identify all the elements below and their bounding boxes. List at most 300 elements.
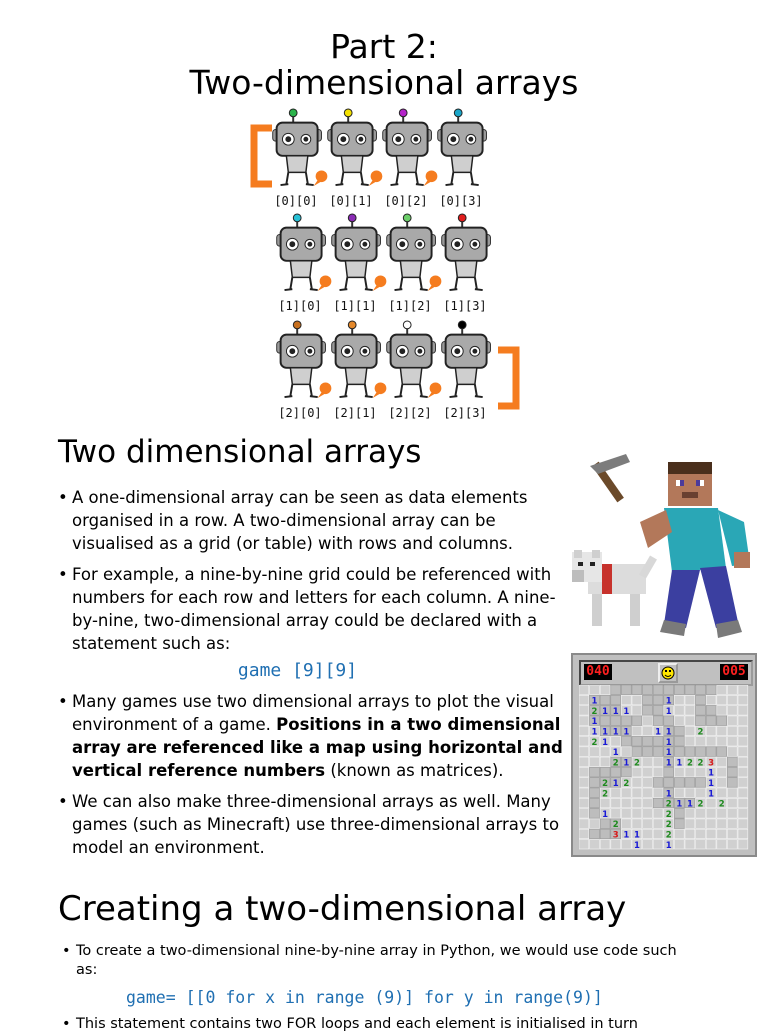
bullet-games-text-bold: Positions in a two dimensional array are referenced like a map using horizontal and vertical reference numbers <box>72 715 563 780</box>
minesweeper-cell[interactable] <box>600 757 610 767</box>
minesweeper-cell[interactable] <box>674 706 684 716</box>
minesweeper-number: 1 <box>612 748 619 759</box>
minesweeper-cell[interactable] <box>706 695 716 705</box>
minesweeper-cell[interactable] <box>696 840 706 850</box>
minesweeper-cell[interactable] <box>643 726 653 736</box>
minesweeper-cell[interactable] <box>674 767 684 777</box>
minesweeper-cell[interactable] <box>590 798 600 808</box>
minesweeper-cell[interactable] <box>727 767 737 777</box>
minesweeper-cell[interactable] <box>653 685 663 695</box>
minesweeper-cell[interactable] <box>717 809 727 819</box>
minesweeper-cell[interactable] <box>621 747 631 757</box>
minesweeper-cell[interactable] <box>653 819 663 829</box>
minesweeper-cell[interactable] <box>727 747 737 757</box>
minesweeper-cell[interactable] <box>685 778 695 788</box>
minesweeper-cell[interactable] <box>632 778 642 788</box>
minesweeper-cell[interactable] <box>717 685 727 695</box>
minesweeper-cell[interactable] <box>611 716 621 726</box>
minesweeper-cell[interactable] <box>674 747 684 757</box>
minesweeper-cell[interactable] <box>738 809 748 819</box>
minesweeper-cell[interactable] <box>738 840 748 850</box>
minesweeper-number: 1 <box>686 799 693 810</box>
minesweeper-cell[interactable] <box>590 767 600 777</box>
minesweeper-cell[interactable] <box>738 819 748 829</box>
minesweeper-cell[interactable] <box>600 747 610 757</box>
minesweeper-cell[interactable] <box>738 706 748 716</box>
minesweeper-cell[interactable] <box>706 726 716 736</box>
robot-icon <box>384 320 446 400</box>
minesweeper-cell[interactable] <box>706 809 716 819</box>
array-index-label: [1][0] <box>278 299 322 313</box>
minesweeper-cell[interactable] <box>717 747 727 757</box>
minesweeper-cell[interactable] <box>590 747 600 757</box>
minesweeper-cell[interactable] <box>653 829 663 839</box>
minesweeper-cell[interactable] <box>611 798 621 808</box>
minesweeper-cell[interactable] <box>653 747 663 757</box>
minesweeper-cell[interactable] <box>727 695 737 705</box>
minesweeper-cell[interactable] <box>643 829 653 839</box>
minesweeper-cell[interactable] <box>579 747 589 757</box>
minesweeper-cell[interactable] <box>653 778 663 788</box>
minesweeper-number: 1 <box>623 830 630 841</box>
minesweeper-cell[interactable] <box>738 757 748 767</box>
minesweeper-cell[interactable] <box>696 829 706 839</box>
minesweeper-cell[interactable] <box>600 685 610 695</box>
minesweeper-number: 1 <box>665 727 672 738</box>
minesweeper-number: 1 <box>676 799 683 810</box>
minesweeper-cell[interactable] <box>643 819 653 829</box>
minesweeper-cell[interactable] <box>643 757 653 767</box>
minesweeper-cell[interactable] <box>727 757 737 767</box>
minesweeper-cell[interactable] <box>738 695 748 705</box>
minesweeper-cell[interactable] <box>706 747 716 757</box>
array-index-label: [0][2] <box>384 194 428 208</box>
minesweeper-cell[interactable] <box>696 737 706 747</box>
minesweeper-cell[interactable] <box>611 767 621 777</box>
minesweeper-cell[interactable] <box>611 695 621 705</box>
minesweeper-cell[interactable] <box>579 829 589 839</box>
minesweeper-cell[interactable] <box>738 767 748 777</box>
minesweeper-cell[interactable] <box>674 829 684 839</box>
minesweeper-cell[interactable] <box>727 840 737 850</box>
minesweeper-cell[interactable] <box>611 685 621 695</box>
minesweeper-cell[interactable] <box>685 726 695 736</box>
minesweeper-cell[interactable] <box>579 716 589 726</box>
minesweeper-cell[interactable] <box>696 747 706 757</box>
minesweeper-number: 1 <box>665 696 672 707</box>
bullet-games-use <box>58 690 563 782</box>
minesweeper-cell[interactable] <box>643 706 653 716</box>
minesweeper-number: 1 <box>602 809 609 820</box>
minesweeper-cell[interactable] <box>738 716 748 726</box>
minesweeper-cell[interactable] <box>664 685 674 695</box>
minesweeper-cell[interactable] <box>738 778 748 788</box>
minesweeper-cell[interactable] <box>738 788 748 798</box>
minesweeper-cell[interactable] <box>685 809 695 819</box>
section-heading-two-dimensional: Two dimensional arrays <box>58 434 422 470</box>
minesweeper-cell[interactable] <box>674 726 684 736</box>
minesweeper-cell[interactable] <box>600 716 610 726</box>
minesweeper-number: 1 <box>623 706 630 717</box>
minesweeper-cell[interactable] <box>653 737 663 747</box>
minesweeper-cell[interactable] <box>685 767 695 777</box>
minesweeper-cell[interactable] <box>621 798 631 808</box>
minesweeper-number: 2 <box>602 779 609 789</box>
minesweeper-cell[interactable] <box>600 829 610 839</box>
minesweeper-number: 2 <box>623 779 630 789</box>
minesweeper-cell[interactable] <box>717 757 727 767</box>
minesweeper-number: 1 <box>633 830 640 841</box>
code-game-declaration: game [9][9] <box>237 660 358 681</box>
minesweeper-cell[interactable] <box>685 695 695 705</box>
minesweeper-cell[interactable] <box>653 706 663 716</box>
minesweeper-cell[interactable] <box>706 829 716 839</box>
slide-title-line2: Two-dimensional arrays <box>189 63 579 102</box>
minesweeper-number: 2 <box>697 799 704 810</box>
minesweeper-cell[interactable] <box>579 737 589 747</box>
minesweeper-cell[interactable] <box>685 747 695 757</box>
minesweeper-cell[interactable] <box>685 829 695 839</box>
minesweeper-cell[interactable] <box>717 829 727 839</box>
minesweeper-number: 2 <box>665 820 672 831</box>
minesweeper-cell[interactable] <box>590 757 600 767</box>
minesweeper-cell[interactable] <box>600 819 610 829</box>
minesweeper-cell[interactable] <box>738 726 748 736</box>
minesweeper-cell[interactable] <box>674 695 684 705</box>
minesweeper-cell[interactable] <box>727 809 737 819</box>
minesweeper-number: 2 <box>697 727 704 738</box>
timer-counter: 005 <box>720 664 748 680</box>
minesweeper-cell[interactable] <box>621 809 631 819</box>
minesweeper-cell[interactable] <box>653 695 663 705</box>
minesweeper-cell[interactable] <box>685 737 695 747</box>
minesweeper-cell[interactable] <box>643 716 653 726</box>
minesweeper-number: 1 <box>602 727 609 738</box>
robot-icon <box>274 213 336 293</box>
minesweeper-cell[interactable] <box>706 798 716 808</box>
minesweeper-cell[interactable] <box>590 685 600 695</box>
minesweeper-cell[interactable] <box>643 840 653 850</box>
minesweeper-cell[interactable] <box>685 840 695 850</box>
minesweeper-number: 2 <box>591 706 598 717</box>
minesweeper-number: 1 <box>602 706 609 717</box>
bullet-three-dimensional: • We can also make three-dimensional arrays as well. Many games (such as Minecraft) use three-dimensional arrays to model an environment. <box>58 790 563 859</box>
minesweeper-cell[interactable] <box>579 788 589 798</box>
minesweeper-cell[interactable] <box>738 685 748 695</box>
minesweeper-number: 1 <box>623 758 630 769</box>
minesweeper-cell[interactable] <box>706 706 716 716</box>
minesweeper-cell[interactable] <box>579 809 589 819</box>
minesweeper-cell[interactable] <box>717 778 727 788</box>
minesweeper-number: 1 <box>665 840 672 851</box>
minesweeper-cell[interactable] <box>717 767 727 777</box>
minesweeper-number: 1 <box>665 758 672 769</box>
minesweeper-cell[interactable] <box>621 716 631 726</box>
minesweeper-cell[interactable] <box>706 685 716 695</box>
robot-icon <box>329 213 391 293</box>
minesweeper-cell[interactable] <box>643 788 653 798</box>
minesweeper-number: 2 <box>665 809 672 820</box>
smiley-icon <box>660 665 676 681</box>
minesweeper-cell[interactable] <box>696 767 706 777</box>
minesweeper-cell[interactable] <box>727 726 737 736</box>
minesweeper-cell[interactable] <box>664 716 674 726</box>
minesweeper-number: 2 <box>612 820 619 831</box>
robot-icon <box>325 108 387 188</box>
minesweeper-cell[interactable] <box>590 788 600 798</box>
slide-title-line1: Part 2: <box>330 27 438 66</box>
mines-counter: 040 <box>584 664 612 680</box>
minesweeper-window <box>571 653 757 857</box>
minesweeper-number: 1 <box>676 758 683 769</box>
robot-icon <box>439 213 501 293</box>
bullet-list-creating <box>62 942 702 1034</box>
minesweeper-number: 1 <box>602 737 609 748</box>
minesweeper-cell[interactable] <box>579 819 589 829</box>
minesweeper-cell[interactable] <box>632 716 642 726</box>
minesweeper-cell[interactable] <box>727 778 737 788</box>
minesweeper-cell[interactable] <box>674 819 684 829</box>
minesweeper-cell[interactable] <box>696 809 706 819</box>
minesweeper-cell[interactable] <box>674 685 684 695</box>
robot-icon <box>439 320 501 400</box>
minesweeper-grid[interactable] <box>579 685 749 851</box>
minesweeper-cell[interactable] <box>632 726 642 736</box>
minesweeper-number: 2 <box>633 758 640 769</box>
minesweeper-cell[interactable] <box>621 788 631 798</box>
minesweeper-cell[interactable] <box>632 809 642 819</box>
array-index-label: [1][2] <box>388 299 432 313</box>
minesweeper-number: 1 <box>665 789 672 800</box>
minesweeper-cell[interactable] <box>632 788 642 798</box>
minesweeper-cell[interactable] <box>632 706 642 716</box>
minesweeper-number: 1 <box>612 727 619 738</box>
minesweeper-cell[interactable] <box>579 840 589 850</box>
minesweeper-cell[interactable] <box>717 695 727 705</box>
minesweeper-cell[interactable] <box>738 798 748 808</box>
robot-icon <box>329 320 391 400</box>
minesweeper-cell[interactable] <box>685 685 695 695</box>
minesweeper-cell[interactable] <box>674 788 684 798</box>
section-heading-creating: Creating a two-dimensional array <box>58 889 627 929</box>
minesweeper-cell[interactable] <box>727 706 737 716</box>
minesweeper-number: 1 <box>591 717 598 728</box>
minesweeper-cell[interactable] <box>685 819 695 829</box>
minesweeper-cell[interactable] <box>738 747 748 757</box>
minesweeper-cell[interactable] <box>632 747 642 757</box>
minesweeper-cell[interactable] <box>600 767 610 777</box>
minesweeper-number: 1 <box>591 727 598 738</box>
minesweeper-cell[interactable] <box>579 767 589 777</box>
array-index-label: [1][1] <box>333 299 377 313</box>
minesweeper-cell[interactable] <box>621 737 631 747</box>
minesweeper-cell[interactable] <box>727 829 737 839</box>
minesweeper-number: 3 <box>612 830 619 841</box>
open-bracket-icon <box>248 124 274 188</box>
minesweeper-cell[interactable] <box>579 706 589 716</box>
robot-icon <box>435 108 497 188</box>
minesweeper-cell[interactable] <box>727 685 737 695</box>
robot-icon <box>274 320 336 400</box>
robot-icon <box>384 213 446 293</box>
minesweeper-cell[interactable] <box>621 695 631 705</box>
minesweeper-cell[interactable] <box>590 840 600 850</box>
minesweeper-cell[interactable] <box>696 706 706 716</box>
minesweeper-cell[interactable] <box>738 829 748 839</box>
minesweeper-cell[interactable] <box>632 737 642 747</box>
minesweeper-cell[interactable] <box>611 809 621 819</box>
bullet-for-loops: • This statement contains two FOR loops and each element is initialised in turn <box>62 1015 702 1034</box>
minesweeper-cell[interactable] <box>706 819 716 829</box>
minesweeper-cell[interactable] <box>685 788 695 798</box>
minesweeper-cell[interactable] <box>696 819 706 829</box>
minesweeper-cell[interactable] <box>717 840 727 850</box>
minesweeper-cell[interactable] <box>643 747 653 757</box>
minesweeper-cell[interactable] <box>579 778 589 788</box>
minesweeper-cell[interactable] <box>643 809 653 819</box>
minesweeper-number: 1 <box>655 727 662 738</box>
bullet-one-dimensional: • A one-dimensional array can be seen as data elements organised in a row. A two-dimensional array can be visualised as a grid (or table) with rows and columns. <box>58 486 563 555</box>
minesweeper-cell[interactable] <box>590 778 600 788</box>
bullet-create-array-text: To create a two-dimensional nine-by-nine array in Python, we would use code such as: <box>76 943 677 978</box>
minesweeper-cell[interactable] <box>643 685 653 695</box>
minesweeper-cell[interactable] <box>727 798 737 808</box>
minesweeper-cell[interactable] <box>653 840 663 850</box>
minesweeper-cell[interactable] <box>632 695 642 705</box>
minesweeper-cell[interactable] <box>674 840 684 850</box>
minesweeper-number: 2 <box>665 830 672 841</box>
minesweeper-cell[interactable] <box>727 737 737 747</box>
minesweeper-cell[interactable] <box>685 716 695 726</box>
minesweeper-cell[interactable] <box>600 840 610 850</box>
code-python-array: game= [[0 for x in range (9)] for y in range(9)] <box>126 988 603 1007</box>
minesweeper-cell[interactable] <box>685 706 695 716</box>
minesweeper-cell[interactable] <box>579 757 589 767</box>
minesweeper-cell[interactable] <box>653 788 663 798</box>
minesweeper-cell[interactable] <box>600 798 610 808</box>
minesweeper-cell[interactable] <box>696 685 706 695</box>
minesweeper-number: 3 <box>708 758 715 769</box>
minesweeper-cell[interactable] <box>621 840 631 850</box>
minesweeper-cell[interactable] <box>611 840 621 850</box>
minesweeper-cell[interactable] <box>664 778 674 788</box>
minesweeper-cell[interactable] <box>717 706 727 716</box>
minesweeper-cell[interactable] <box>632 819 642 829</box>
minesweeper-number: 1 <box>591 696 598 707</box>
minesweeper-cell[interactable] <box>643 798 653 808</box>
minesweeper-cell[interactable] <box>717 819 727 829</box>
bullet-nine-by-nine-text: For example, a nine-by-nine grid could be referenced with numbers for each row and letters for each column. A nine-by-nine, two-dimensional array could be declared with a statement such as: <box>72 565 556 653</box>
close-bracket-icon <box>496 346 522 410</box>
minesweeper-cell[interactable] <box>611 788 621 798</box>
minesweeper-cell[interactable] <box>653 757 663 767</box>
minesweeper-cell[interactable] <box>674 716 684 726</box>
minesweeper-cell[interactable] <box>579 798 589 808</box>
minesweeper-cell[interactable] <box>621 819 631 829</box>
minesweeper-number: 2 <box>665 799 672 810</box>
minesweeper-number: 2 <box>718 799 725 810</box>
minesweeper-cell[interactable] <box>579 695 589 705</box>
array-index-label: [2][3] <box>443 406 487 420</box>
minesweeper-number: 1 <box>623 727 630 738</box>
minesweeper-cell[interactable] <box>653 767 663 777</box>
minesweeper-cell[interactable] <box>674 809 684 819</box>
minesweeper-cell[interactable] <box>632 685 642 695</box>
minesweeper-cell[interactable] <box>717 737 727 747</box>
minesweeper-number: 1 <box>612 706 619 717</box>
minesweeper-cell[interactable] <box>696 788 706 798</box>
minesweeper-cell[interactable] <box>653 798 663 808</box>
minecraft-steve-icon <box>568 452 760 644</box>
array-index-label: [1][3] <box>443 299 487 313</box>
minesweeper-cell[interactable] <box>696 778 706 788</box>
minesweeper-cell[interactable] <box>621 685 631 695</box>
array-index-label: [2][2] <box>388 406 432 420</box>
bullet-games-text-c: (known as matrices). <box>325 761 504 780</box>
minesweeper-number: 1 <box>708 779 715 789</box>
minesweeper-cell[interactable] <box>600 695 610 705</box>
minesweeper-cell[interactable] <box>738 737 748 747</box>
minesweeper-cell[interactable] <box>706 840 716 850</box>
array-index-label: [0][1] <box>329 194 373 208</box>
minesweeper-cell[interactable] <box>706 737 716 747</box>
minesweeper-number: 1 <box>665 748 672 759</box>
minesweeper-cell[interactable] <box>717 726 727 736</box>
minesweeper-cell[interactable] <box>664 767 674 777</box>
minesweeper-cell[interactable] <box>590 809 600 819</box>
minesweeper-cell[interactable] <box>611 737 621 747</box>
minesweeper-number: 1 <box>633 840 640 851</box>
minesweeper-cell[interactable] <box>590 819 600 829</box>
minesweeper-cell[interactable] <box>579 726 589 736</box>
minesweeper-cell[interactable] <box>717 788 727 798</box>
minesweeper-cell[interactable] <box>696 695 706 705</box>
minesweeper-cell[interactable] <box>643 737 653 747</box>
minesweeper-cell[interactable] <box>590 829 600 839</box>
minesweeper-cell[interactable] <box>643 778 653 788</box>
minesweeper-cell[interactable] <box>717 716 727 726</box>
minesweeper-cell[interactable] <box>674 778 684 788</box>
minesweeper-cell[interactable] <box>653 716 663 726</box>
minesweeper-cell[interactable] <box>727 716 737 726</box>
bullet-nine-by-nine <box>58 563 563 682</box>
array-index-label: [0][3] <box>439 194 483 208</box>
minesweeper-cell[interactable] <box>727 788 737 798</box>
minesweeper-cell[interactable] <box>621 767 631 777</box>
smiley-button[interactable] <box>658 663 678 683</box>
minesweeper-cell[interactable] <box>643 695 653 705</box>
minesweeper-number: 1 <box>708 768 715 779</box>
minesweeper-number: 1 <box>708 789 715 800</box>
minesweeper-cell[interactable] <box>696 716 706 726</box>
minesweeper-cell[interactable] <box>632 767 642 777</box>
minesweeper-cell[interactable] <box>727 819 737 829</box>
minesweeper-number: 1 <box>612 779 619 789</box>
minesweeper-number: 2 <box>697 758 704 769</box>
robot-icon <box>270 108 332 188</box>
minesweeper-number: 2 <box>686 758 693 769</box>
minesweeper-cell[interactable] <box>643 767 653 777</box>
bullet-games-text-a: Many games use two dimensional arrays to plot the visual environment of a game. <box>72 692 554 734</box>
minesweeper-cell[interactable] <box>632 798 642 808</box>
minesweeper-number: 1 <box>665 737 672 748</box>
minesweeper-header <box>579 660 753 686</box>
array-index-label: [2][0] <box>278 406 322 420</box>
minesweeper-cell[interactable] <box>579 685 589 695</box>
minesweeper-cell[interactable] <box>653 809 663 819</box>
minesweeper-cell[interactable] <box>674 737 684 747</box>
minesweeper-cell[interactable] <box>706 716 716 726</box>
